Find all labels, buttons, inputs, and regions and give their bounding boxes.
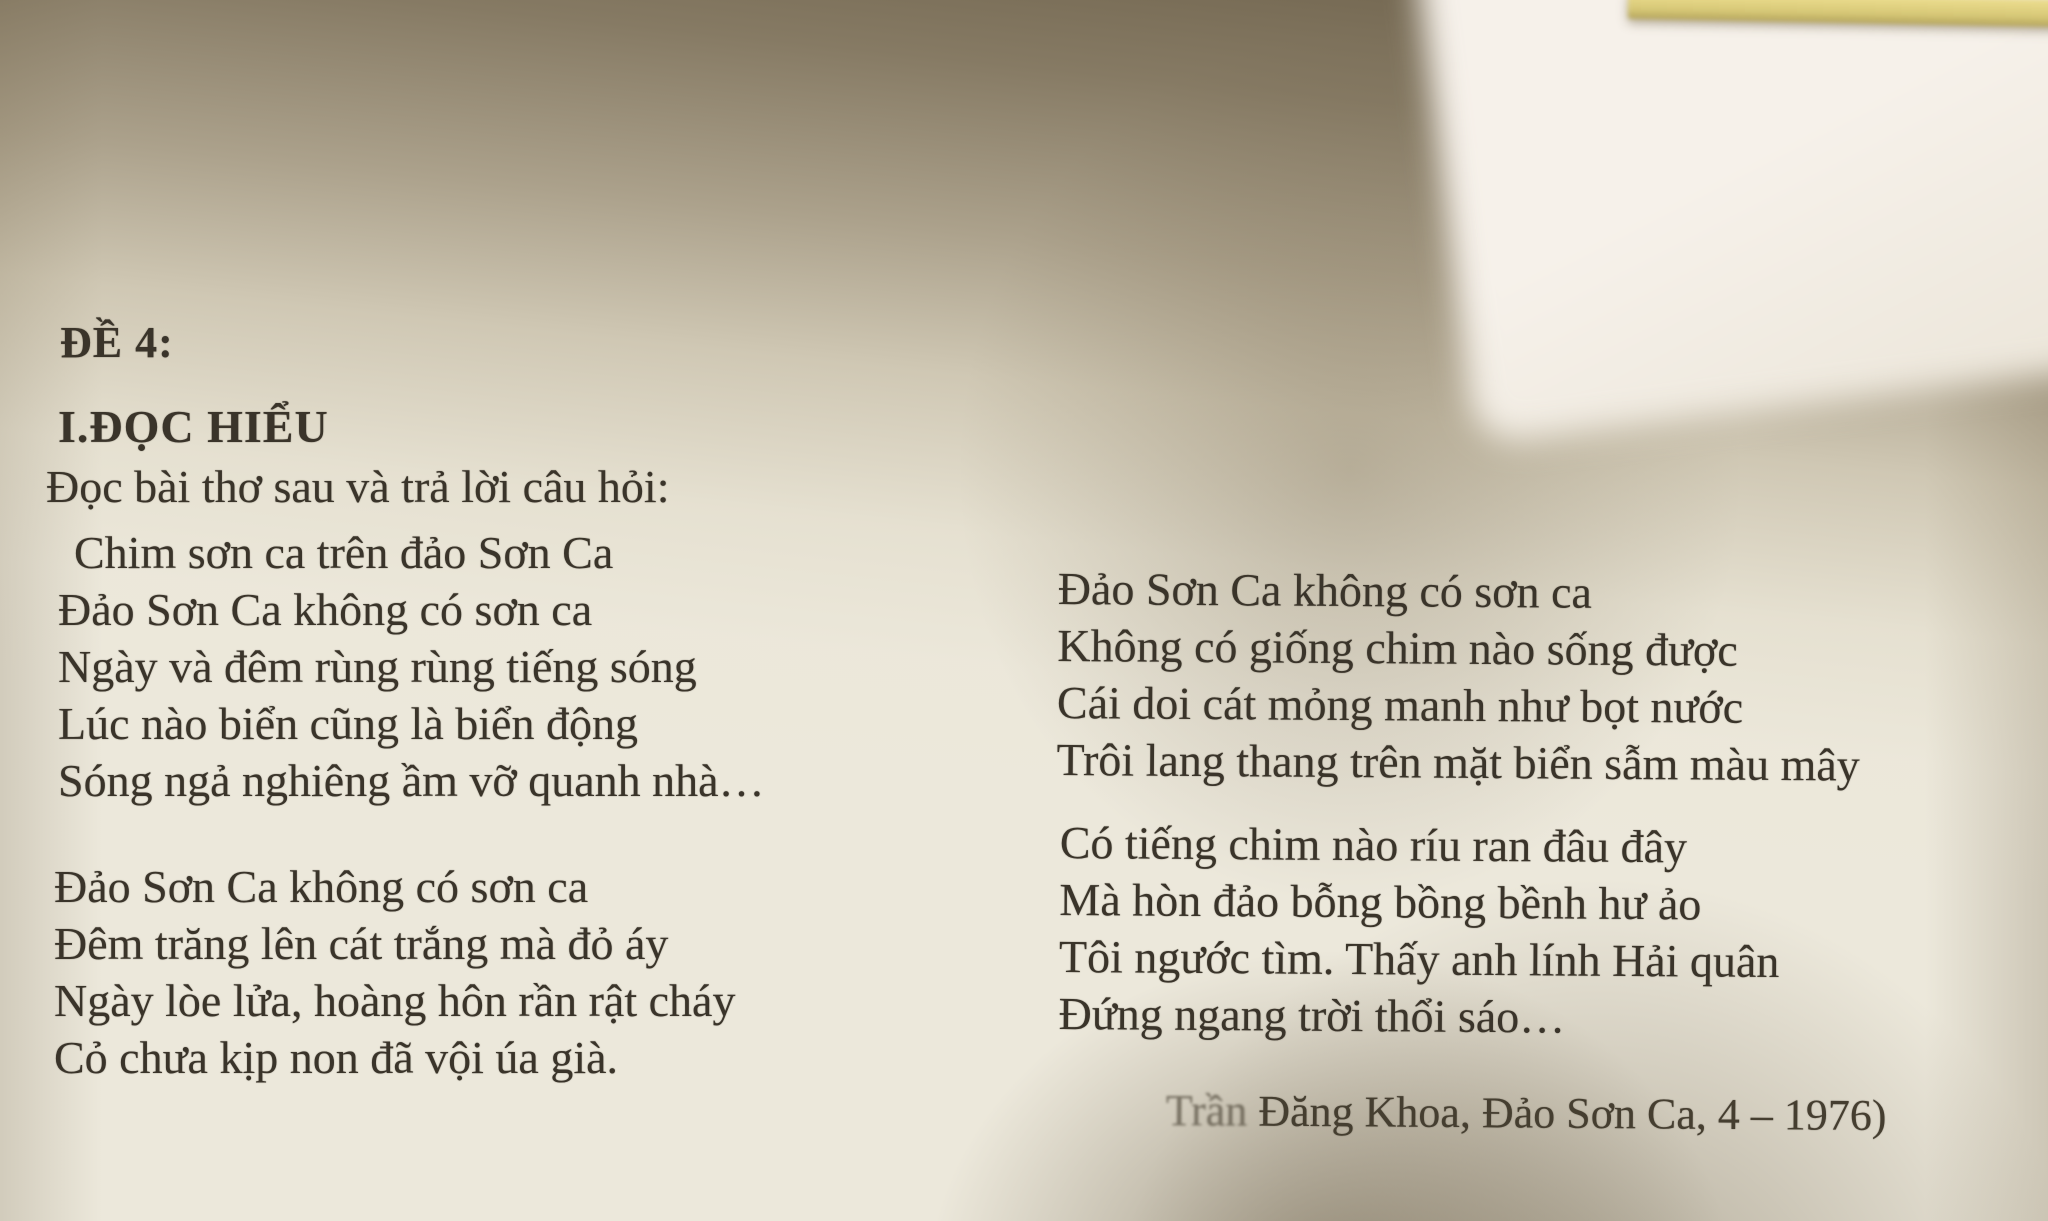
attribution-faded-word: Trần (1165, 1085, 1248, 1136)
section-heading: I.ĐỌC HIỂU (58, 401, 329, 452)
poem-left-stanza-1 (58, 581, 765, 809)
attribution-rest: Đăng Khoa, Đảo Sơn Ca, 4 – 1976) (1247, 1086, 1887, 1141)
poem-line: Tôi ngước tìm. Thấy anh lính Hải quân (1058, 930, 1780, 988)
poem-line: Đứng ngang trời thổi sáo… (1058, 987, 1566, 1043)
poem-line: Cỏ chưa kịp non đã vội úa già. (54, 1032, 619, 1083)
poem-line: Đảo Sơn Ca không có sơn ca (54, 861, 589, 912)
poem-left-stanza-2 (54, 858, 735, 1086)
poem-line: Đảo Sơn Ca không có sơn ca (1057, 562, 1593, 618)
poem-right-stanza-2 (1058, 814, 1780, 1047)
exam-number-label: ĐỀ 4: (60, 318, 174, 367)
poem-line: Ngày và đêm rùng rùng tiếng sóng (58, 641, 697, 692)
poem-line: Trôi lang thang trên mặt biển sẫm màu mây (1056, 733, 1860, 791)
poem-line: Lúc nào biển cũng là biển động (58, 698, 638, 749)
poem-line: Mà hòn đảo bỗng bồng bềnh hư ảo (1059, 873, 1702, 930)
poem-line: Sóng ngả nghiêng ầm vỡ quanh nhà… (58, 755, 765, 806)
adjacent-page-corner (1406, 0, 2048, 445)
poem-line: Có tiếng chim nào ríu ran đâu đây (1059, 816, 1688, 873)
poem-line: Cái doi cát mỏng manh như bọt nước (1056, 676, 1744, 733)
poem-attribution (1166, 1082, 1887, 1144)
poem-line: Ngày lòe lửa, hoàng hôn rần rật cháy (54, 975, 736, 1026)
poem-line: Đảo Sơn Ca không có sơn ca (58, 584, 593, 635)
reading-instruction: Đọc bài thơ sau và trả lời câu hỏi: (46, 461, 670, 512)
poem-right-stanza-1 (1056, 560, 1861, 794)
poem-line: Không có giống chim nào sống được (1057, 619, 1738, 676)
poem-title: Chim sơn ca trên đảo Sơn Ca (74, 527, 614, 578)
poem-line: Đêm trăng lên cát trắng mà đỏ áy (54, 918, 669, 969)
